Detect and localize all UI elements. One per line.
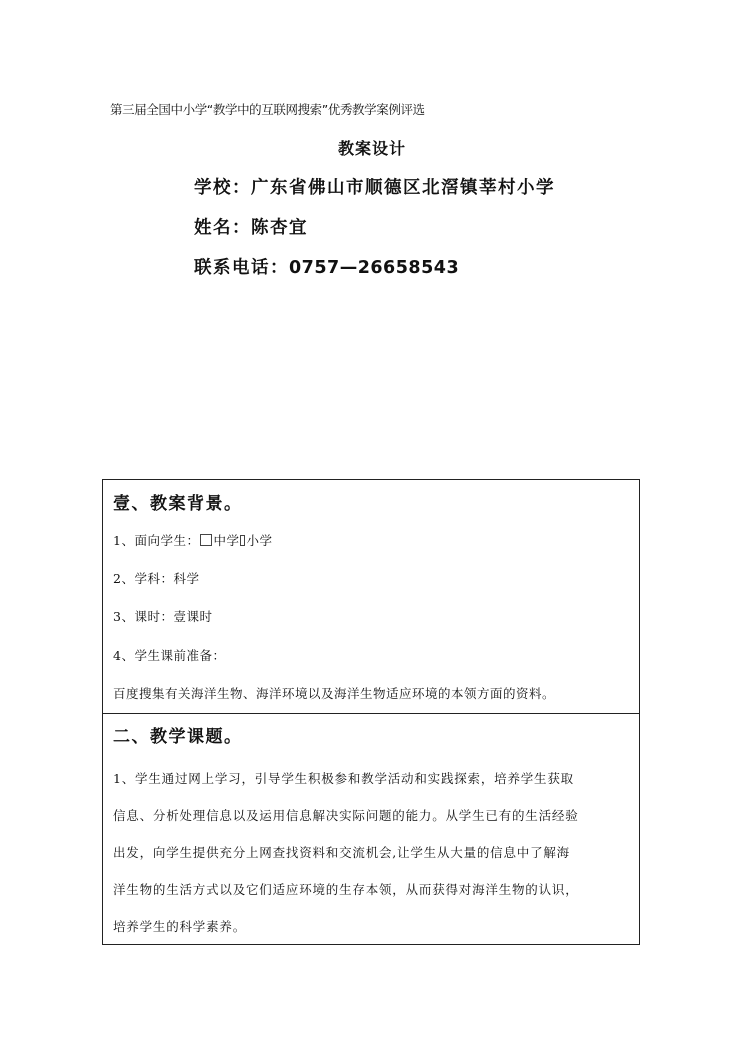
competition-header: 第三届全国中小学“教学中的互联网搜索”优秀教学案例评选 [110,102,425,117]
topic-paragraph [113,760,633,945]
school-line [194,174,555,199]
target-students-label: 1、面向学生： [113,533,200,548]
phone-value: 0757—26658543 [289,258,460,278]
school-value: 广东省佛山市顺德区北滘镇莘村小学 [251,178,555,198]
topic-paragraph-line: 培养学生的科学素养。 [113,919,247,934]
name-label: 姓名： [194,218,251,238]
section-topic [103,714,639,944]
subject-row: 2、学科：科学 [113,571,200,586]
middle-school-option: 中学 [213,533,240,548]
preparation-label-row: 4、学生课前准备： [113,648,226,663]
middle-school-checkbox[interactable] [200,534,212,546]
class-hours-row: 3、课时：壹课时 [113,609,213,624]
primary-school-option: 小学 [246,533,273,548]
primary-school-checkbox[interactable] [240,535,245,546]
topic-paragraph-line: 出发，向学生提供充分上网查找资料和交流机会,让学生从大量的信息中了解海 [113,845,570,860]
school-label: 学校： [194,178,251,198]
topic-paragraph-line: 1、学生通过网上学习，引导学生积极参和教学活动和实践探索，培养学生获取 [113,771,574,786]
lesson-table [102,479,640,945]
section-background [103,480,639,714]
phone-line [194,254,459,279]
topic-paragraph-line: 信息、分析处理信息以及运用信息解决实际问题的能力。从学生已有的生活经验 [113,808,579,823]
document-title: 教案设计 [337,139,406,158]
preparation-text-row: 百度搜集有关海洋生物、海洋环境以及海洋生物适应环境的本领方面的资料。 [113,686,556,701]
section-background-heading: 壹、教案背景。 [113,494,243,514]
topic-paragraph-line: 洋生物的生活方式以及它们适应环境的生存本领，从而获得对海洋生物的认识， [113,882,579,897]
phone-label: 联系电话： [194,258,289,278]
section-topic-heading: 二、教学课题。 [113,727,243,747]
target-students-row [113,531,273,549]
name-line [194,214,308,239]
name-value: 陈杏宜 [251,218,308,238]
